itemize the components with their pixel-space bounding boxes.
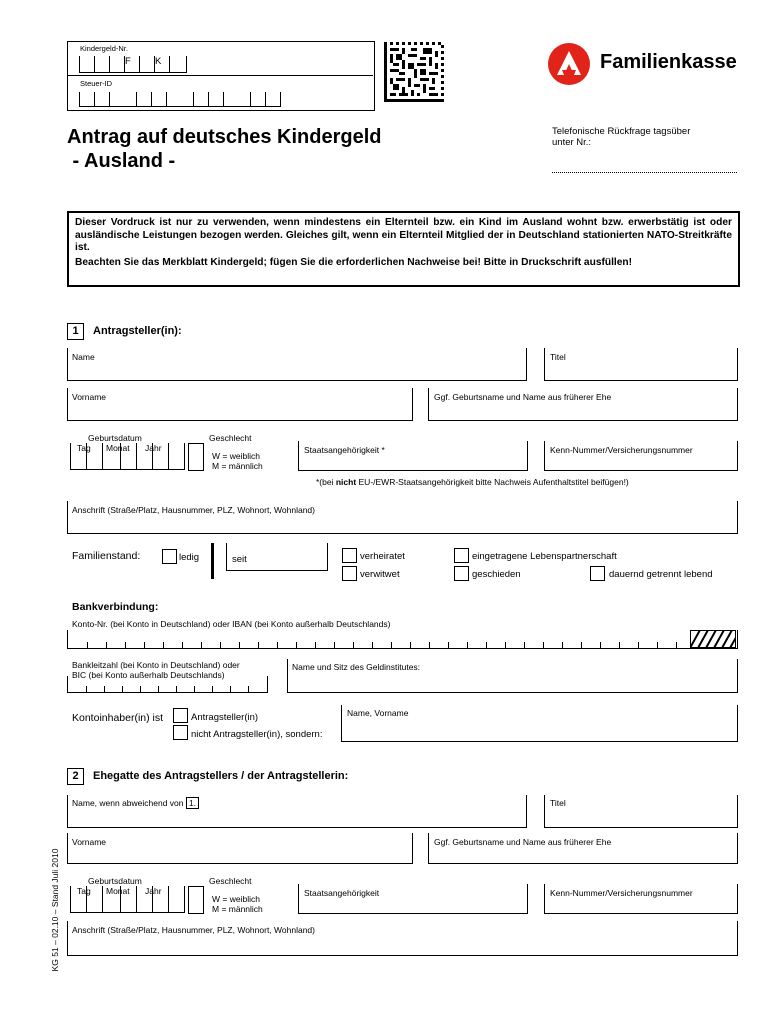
s1-monat-label: Monat	[106, 443, 130, 453]
s2-name-label: Name, wenn abweichend von 1.	[72, 798, 199, 808]
ledig-label: ledig	[179, 552, 200, 563]
kindergeld-nr-label: Kindergeld-Nr.	[80, 44, 128, 53]
section-2-title: Ehegatte des Antragstellers / der Antragstellerin:	[93, 770, 349, 782]
s1-footnote: *(bei nicht EU-/EWR-Staatsangehörigkeit bitte Nachweis Aufenthaltstitel beifügen!)	[316, 477, 629, 487]
s1-name-end	[526, 348, 527, 381]
section-1-title: Antragsteller(in):	[93, 325, 182, 337]
notice-box	[67, 211, 740, 287]
notice-text: Dieser Vordruck ist nur zu verwenden, wenn mindestens ein Elternteil bzw. ein Kind im Ausland wohnt bzw. erwerbstätig ist oder ausländische Leistungen bezogen werden. Gleiches gilt, wenn ein Elternteil Mitglied der in Deutschland stationierten NATO-Streitkräfte ist.	[75, 217, 732, 253]
s1-anschrift-label: Anschrift (Straße/Platz, Hausnummer, PLZ, Wohnort, Wohnland)	[72, 505, 315, 515]
kontoinhaber-antragsteller-label: Antragsteller(in)	[191, 712, 259, 723]
institut-label: Name und Sitz des Geldinstitutes:	[292, 662, 421, 672]
konto-hatched-area	[690, 630, 736, 648]
lebenspartnerschaft-checkbox[interactable]	[454, 548, 469, 563]
getrennt-checkbox[interactable]	[590, 566, 605, 581]
blz-label-1: Bankleitzahl (bei Konto in Deutschland) oder	[72, 660, 240, 670]
s1-geburtsdatum-field[interactable]	[70, 443, 185, 470]
kontoinhaber-nicht-label: nicht Antragsteller(in), sondern:	[191, 729, 323, 740]
familienstand-divider	[211, 543, 214, 579]
s2-geschlecht-label: Geschlecht	[209, 876, 252, 886]
geschieden-label: geschieden	[472, 569, 521, 580]
notice-hint: Beachten Sie das Merkblatt Kindergeld; fügen Sie die erforderlichen Nachweise bei! Bitte in Druckschrift ausfüllen!	[75, 256, 633, 268]
s1-titel-field[interactable]	[544, 348, 738, 381]
familienkasse-logo-icon	[547, 42, 591, 86]
phone-label-1: Telefonische Rückfrage tagsüber	[552, 126, 691, 137]
bank-title: Bankverbindung:	[72, 601, 159, 613]
s1-jahr-label: Jahr	[145, 443, 162, 453]
steuer-id-field[interactable]	[79, 92, 281, 107]
familienstand-label: Familienstand:	[72, 550, 141, 562]
s2-name-end	[526, 795, 527, 828]
s2-jahr-label: Jahr	[145, 886, 162, 896]
konto-field[interactable]	[67, 630, 738, 649]
kontoinhaber-antragsteller-checkbox[interactable]	[173, 708, 188, 723]
datamatrix-code	[384, 42, 444, 102]
s2-geburtsdatum-label: Geburtsdatum	[88, 876, 142, 886]
verheiratet-label: verheiratet	[360, 551, 405, 562]
s1-titel-label: Titel	[550, 352, 566, 362]
s2-geburtsdatum-field[interactable]	[70, 886, 185, 913]
s2-weiblich-label: W = weiblich	[212, 894, 260, 904]
s1-name-field[interactable]	[67, 348, 527, 381]
kontoinhaber-nicht-checkbox[interactable]	[173, 725, 188, 740]
s2-anschrift-label: Anschrift (Straße/Platz, Hausnummer, PLZ, Wohnort, Wohnland)	[72, 925, 315, 935]
section-1-number: 1	[67, 323, 84, 340]
verheiratet-checkbox[interactable]	[342, 548, 357, 563]
s2-staatsang-label: Staatsangehörigkeit	[304, 888, 380, 898]
konto-label: Konto-Nr. (bei Konto in Deutschland) oder IBAN (bei Konto außerhalb Deutschlands)	[72, 619, 391, 629]
verwitwet-label: verwitwet	[360, 569, 400, 580]
s1-vorname-label: Vorname	[72, 392, 107, 402]
s2-kenn-nr-label: Kenn-Nummer/Versicherungsnummer	[550, 888, 693, 898]
s1-geburtsname-label: Ggf. Geburtsname und Name aus früherer Ehe	[434, 392, 612, 402]
s1-tag-label: Tag	[77, 443, 91, 453]
s2-monat-label: Monat	[106, 886, 130, 896]
s1-vorname-field[interactable]	[67, 388, 413, 421]
page-subtitle: - Ausland -	[67, 150, 176, 172]
s1-kenn-nr-label: Kenn-Nummer/Versicherungsnummer	[550, 445, 693, 455]
s2-geschlecht-input[interactable]	[188, 886, 204, 914]
kontoinhaber-label: Kontoinhaber(in) ist	[72, 712, 164, 724]
name-vorname-label: Name, Vorname	[347, 708, 409, 718]
s1-staatsang-label: Staatsangehörigkeit *	[304, 445, 385, 455]
s1-geschlecht-input[interactable]	[188, 443, 204, 471]
s2-geburtsname-label: Ggf. Geburtsname und Name aus früherer Ehe	[434, 837, 612, 847]
ledig-checkbox[interactable]	[162, 549, 177, 564]
section-2-number: 2	[67, 768, 84, 785]
side-form-code: KG 51 – 02.10 – Stand Juli 2010	[50, 848, 60, 972]
s2-titel-label: Titel	[550, 798, 566, 808]
phone-label-2: unter Nr.:	[552, 137, 592, 148]
header-divider	[67, 75, 373, 76]
s2-vorname-field[interactable]	[67, 833, 413, 864]
s1-weiblich-label: W = weiblich	[212, 451, 260, 461]
steuer-id-label: Steuer-ID	[80, 79, 113, 88]
lebenspartnerschaft-label: eingetragene Lebenspartnerschaft	[472, 551, 617, 562]
verwitwet-checkbox[interactable]	[342, 566, 357, 581]
seit-label: seit	[232, 554, 247, 565]
s2-titel-field[interactable]	[544, 795, 738, 828]
s1-geburtsdatum-label: Geburtsdatum	[88, 433, 142, 443]
s1-name-label: Name	[72, 352, 95, 362]
blz-field[interactable]	[67, 676, 268, 693]
getrennt-label: dauernd getrennt lebend	[609, 569, 713, 580]
blz-label-2: BIC (bei Konto außerhalb Deutschlands)	[72, 670, 225, 680]
s2-maennlich-label: M = männlich	[212, 904, 263, 914]
kindergeld-nr-field[interactable]: F K	[79, 56, 187, 73]
s2-name-ref: 1.	[186, 797, 199, 809]
s2-tag-label: Tag	[77, 886, 91, 896]
s1-geschlecht-label: Geschlecht	[209, 433, 252, 443]
page-title: Antrag auf deutsches Kindergeld	[67, 126, 382, 148]
geschieden-checkbox[interactable]	[454, 566, 469, 581]
s1-maennlich-label: M = männlich	[212, 461, 263, 471]
phone-input[interactable]	[552, 172, 737, 173]
s2-vorname-label: Vorname	[72, 837, 107, 847]
logo-text: Familienkasse	[600, 51, 737, 73]
